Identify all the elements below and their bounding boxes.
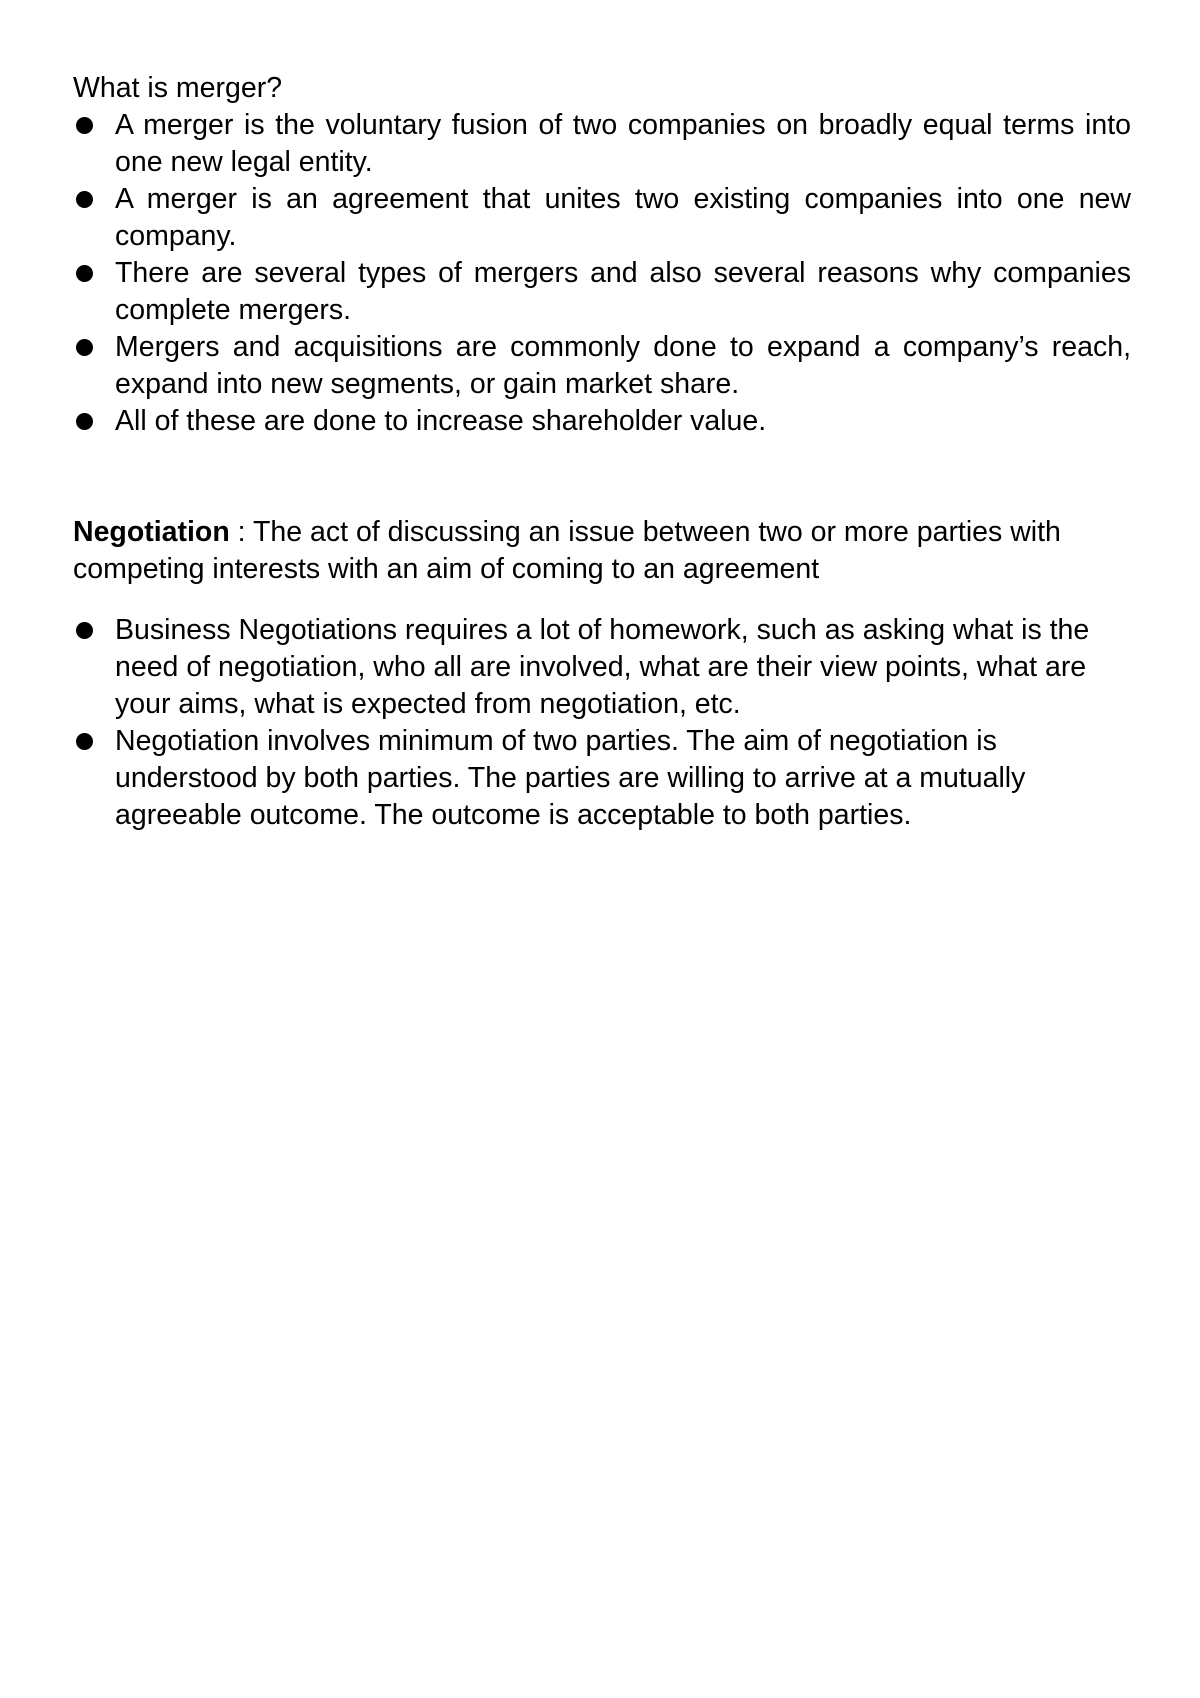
list-item [73, 255, 1131, 329]
bullet-icon [76, 339, 93, 356]
list-item-text: Business Negotiations requires a lot of homework, such as asking what is the need of negotiation, who all are involved, what are their view points, what are your aims, what is expected from negotiation, etc. [115, 614, 1090, 720]
negotiation-term: Negotiation [73, 516, 230, 548]
list-item [73, 403, 1131, 440]
negotiation-definition-text: : The act of discussing an issue between two or more parties with competing interests with an aim of coming to an agreement [73, 516, 1061, 585]
list-item [73, 612, 1131, 723]
merger-heading: What is merger? [73, 72, 283, 104]
bullet-icon [76, 733, 93, 750]
list-item [73, 107, 1131, 181]
negotiation-definition [73, 514, 1131, 588]
list-item-text: A merger is an agreement that unites two existing companies into one new company. [115, 183, 1131, 252]
list-item [73, 181, 1131, 255]
list-item-text: Mergers and acquisitions are commonly done to expand a company’s reach, expand into new segments, or gain market share. [115, 331, 1131, 400]
list-item [73, 723, 1131, 834]
section-spacer [73, 440, 1131, 514]
bullet-icon [76, 265, 93, 282]
bullet-icon [76, 413, 93, 430]
bullet-icon [76, 191, 93, 208]
bullet-icon [76, 622, 93, 639]
list-item-text: Negotiation involves minimum of two parties. The aim of negotiation is understood by both parties. The parties are willing to arrive at a mutually agreeable outcome. The outcome is acceptable to both parties. [115, 725, 1026, 831]
list-item [73, 329, 1131, 403]
document-body [73, 70, 1131, 834]
paragraph-spacer [73, 588, 1131, 612]
list-item-text: A merger is the voluntary fusion of two companies on broadly equal terms into one new legal entity. [115, 109, 1131, 178]
bullet-icon [76, 117, 93, 134]
negotiation-bullet-list [73, 612, 1131, 834]
merger-bullet-list [73, 107, 1131, 440]
list-item-text: All of these are done to increase shareholder value. [115, 405, 767, 437]
list-item-text: There are several types of mergers and also several reasons why companies complete mergers. [115, 257, 1131, 326]
